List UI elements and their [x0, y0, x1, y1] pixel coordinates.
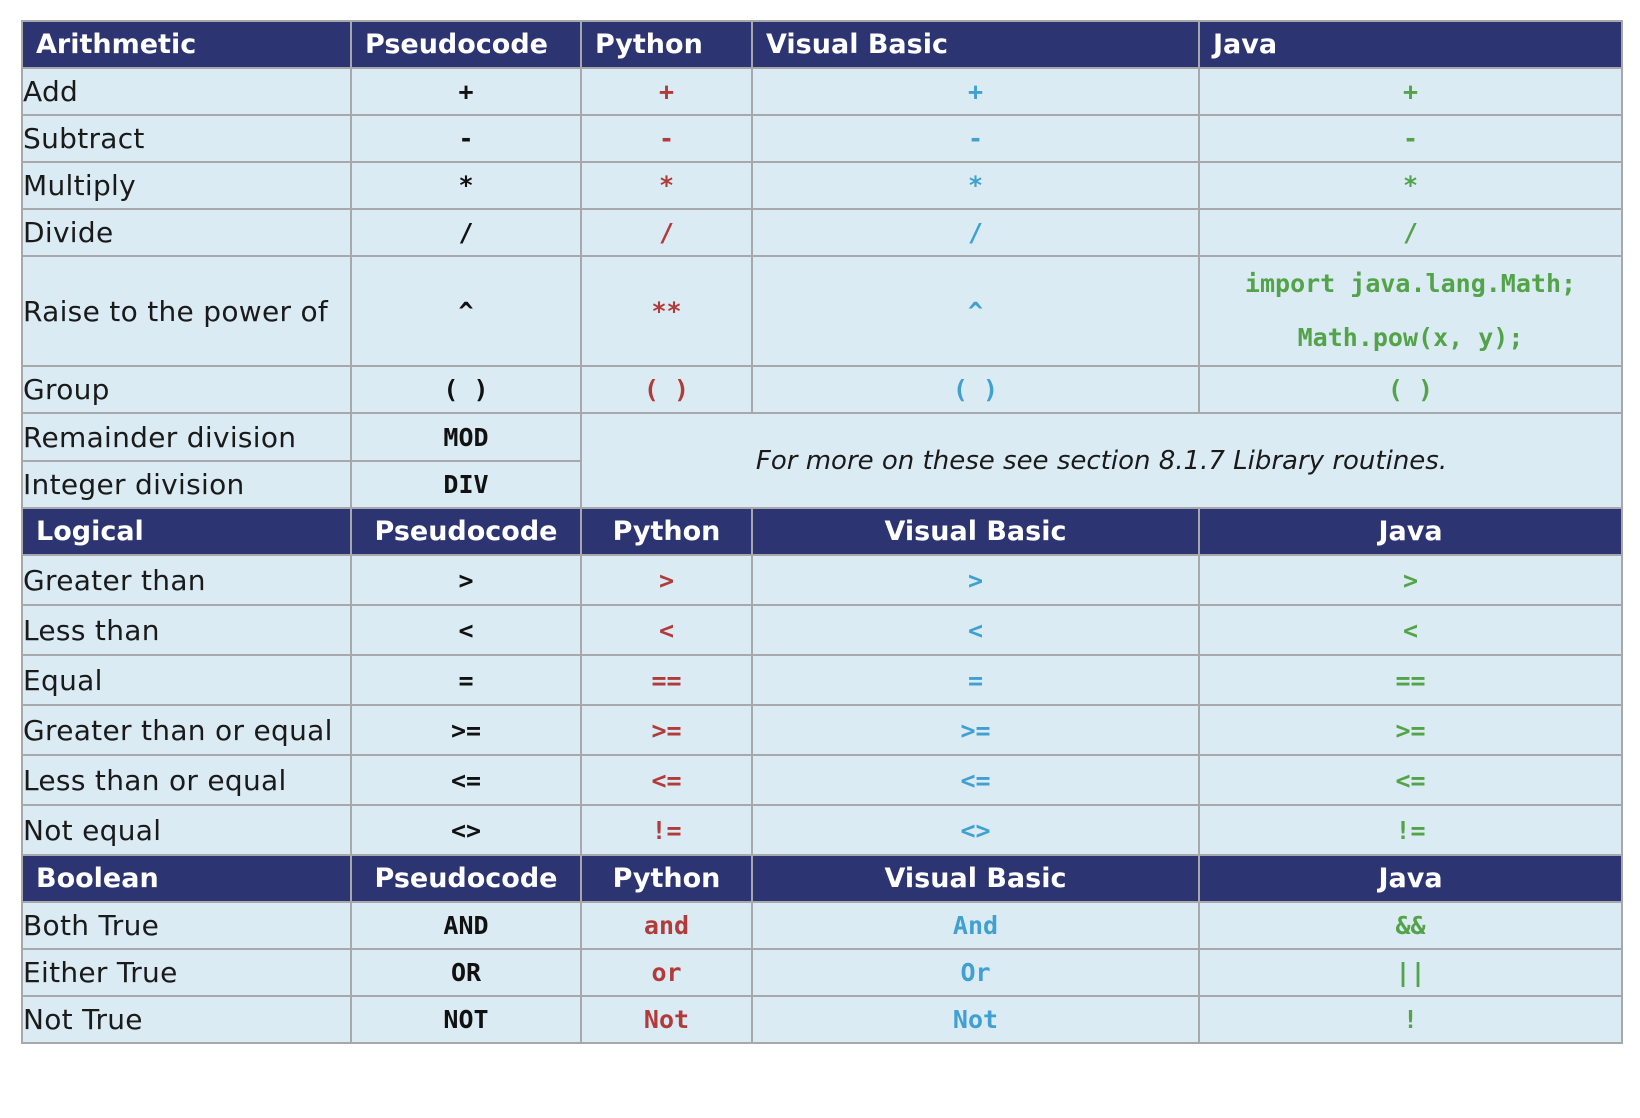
java-symbol: > — [1199, 555, 1622, 605]
header-pseudocode: Pseudocode — [351, 508, 581, 555]
vb-symbol: > — [752, 555, 1199, 605]
header-java: Java — [1199, 508, 1622, 555]
vb-symbol: = — [752, 655, 1199, 705]
row-label: Not True — [22, 996, 351, 1043]
pseudocode-symbol: DIV — [351, 461, 581, 508]
table-row — [22, 209, 1622, 256]
vb-symbol: Or — [752, 949, 1199, 996]
python-symbol: == — [581, 655, 752, 705]
row-label: Not equal — [22, 805, 351, 855]
table-row — [22, 366, 1622, 413]
vb-symbol: < — [752, 605, 1199, 655]
java-symbol: && — [1199, 902, 1622, 949]
python-symbol: ( ) — [581, 366, 752, 413]
operators-table — [21, 20, 1623, 1044]
header-python: Python — [581, 855, 752, 902]
table-row — [22, 256, 1622, 366]
java-symbol: ! — [1199, 996, 1622, 1043]
pseudocode-symbol: > — [351, 555, 581, 605]
pseudocode-symbol: = — [351, 655, 581, 705]
vb-symbol: <> — [752, 805, 1199, 855]
pseudocode-symbol: + — [351, 68, 581, 115]
java-code-cell — [1199, 256, 1622, 366]
pseudocode-symbol: AND — [351, 902, 581, 949]
pseudocode-symbol: ^ — [351, 256, 581, 366]
java-import-line: import java.lang.Math; — [1244, 269, 1577, 298]
java-symbol: >= — [1199, 705, 1622, 755]
table-row — [22, 755, 1622, 805]
java-symbol: == — [1199, 655, 1622, 705]
header-visual-basic: Visual Basic — [752, 21, 1199, 68]
table-row — [22, 162, 1622, 209]
java-symbol: + — [1199, 68, 1622, 115]
java-symbol: / — [1199, 209, 1622, 256]
pseudocode-symbol: ( ) — [351, 366, 581, 413]
java-symbol: <= — [1199, 755, 1622, 805]
pseudocode-symbol: <= — [351, 755, 581, 805]
pseudocode-symbol: - — [351, 115, 581, 162]
header-pseudocode: Pseudocode — [351, 21, 581, 68]
header-java: Java — [1199, 21, 1622, 68]
row-label: Divide — [22, 209, 351, 256]
header-java: Java — [1199, 855, 1622, 902]
row-label: Multiply — [22, 162, 351, 209]
row-label: Greater than — [22, 555, 351, 605]
pseudocode-symbol: <> — [351, 805, 581, 855]
row-label: Integer division — [22, 461, 351, 508]
vb-symbol: ( ) — [752, 366, 1199, 413]
java-symbol: ( ) — [1199, 366, 1622, 413]
pseudocode-symbol: MOD — [351, 413, 581, 461]
table-row — [22, 68, 1622, 115]
python-symbol: <= — [581, 755, 752, 805]
table-row — [22, 115, 1622, 162]
header-python: Python — [581, 508, 752, 555]
vb-symbol: Not — [752, 996, 1199, 1043]
header-pseudocode: Pseudocode — [351, 855, 581, 902]
row-label: Add — [22, 68, 351, 115]
header-arithmetic: Arithmetic — [22, 21, 351, 68]
java-symbol: < — [1199, 605, 1622, 655]
pseudocode-symbol: OR — [351, 949, 581, 996]
vb-symbol: >= — [752, 705, 1199, 755]
row-label: Less than or equal — [22, 755, 351, 805]
table-row — [22, 605, 1622, 655]
table-row — [22, 655, 1622, 705]
header-python: Python — [581, 21, 752, 68]
vb-symbol: - — [752, 115, 1199, 162]
table-row — [22, 949, 1622, 996]
table-row — [22, 555, 1622, 605]
python-symbol: < — [581, 605, 752, 655]
pseudocode-symbol: / — [351, 209, 581, 256]
table-row — [22, 902, 1622, 949]
java-pow-line: Math.pow(x, y); — [1297, 323, 1524, 352]
python-symbol: * — [581, 162, 752, 209]
pseudocode-symbol: NOT — [351, 996, 581, 1043]
row-label: Less than — [22, 605, 351, 655]
pseudocode-symbol: * — [351, 162, 581, 209]
python-symbol: - — [581, 115, 752, 162]
library-routines-note: For more on these see section 8.1.7 Library routines. — [581, 413, 1622, 508]
row-label: Remainder division — [22, 413, 351, 461]
row-label: Greater than or equal — [22, 705, 351, 755]
vb-symbol: * — [752, 162, 1199, 209]
python-symbol: + — [581, 68, 752, 115]
python-symbol: Not — [581, 996, 752, 1043]
python-symbol: > — [581, 555, 752, 605]
python-symbol: ** — [581, 256, 752, 366]
python-symbol: and — [581, 902, 752, 949]
python-symbol: >= — [581, 705, 752, 755]
boolean-header-row — [22, 855, 1622, 902]
java-symbol: != — [1199, 805, 1622, 855]
vb-symbol: / — [752, 209, 1199, 256]
table-row — [22, 805, 1622, 855]
header-boolean: Boolean — [22, 855, 351, 902]
table-row — [22, 413, 1622, 461]
java-symbol: || — [1199, 949, 1622, 996]
python-symbol: != — [581, 805, 752, 855]
row-label: Group — [22, 366, 351, 413]
table-row — [22, 996, 1622, 1043]
java-symbol: - — [1199, 115, 1622, 162]
row-label: Raise to the power of — [22, 256, 351, 366]
vb-symbol: + — [752, 68, 1199, 115]
vb-symbol: And — [752, 902, 1199, 949]
row-label: Both True — [22, 902, 351, 949]
header-visual-basic: Visual Basic — [752, 855, 1199, 902]
python-symbol: / — [581, 209, 752, 256]
arithmetic-header-row — [22, 21, 1622, 68]
row-label: Either True — [22, 949, 351, 996]
logical-header-row — [22, 508, 1622, 555]
python-symbol: or — [581, 949, 752, 996]
row-label: Equal — [22, 655, 351, 705]
row-label: Subtract — [22, 115, 351, 162]
header-visual-basic: Visual Basic — [752, 508, 1199, 555]
java-symbol: * — [1199, 162, 1622, 209]
table-row — [22, 705, 1622, 755]
pseudocode-symbol: < — [351, 605, 581, 655]
vb-symbol: <= — [752, 755, 1199, 805]
pseudocode-symbol: >= — [351, 705, 581, 755]
vb-symbol: ^ — [752, 256, 1199, 366]
header-logical: Logical — [22, 508, 351, 555]
